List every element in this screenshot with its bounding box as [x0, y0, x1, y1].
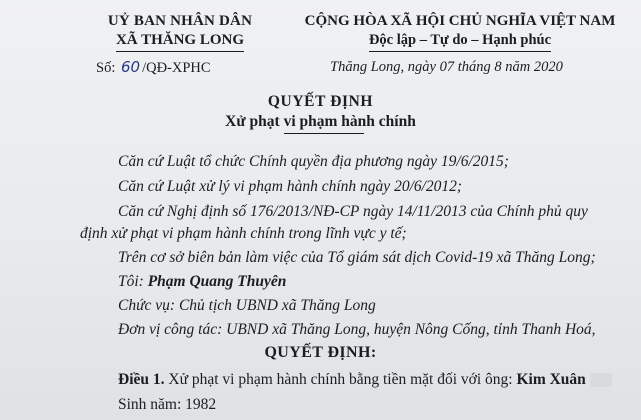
document-title: QUYẾT ĐỊNH — [267, 93, 374, 110]
issuer-person-label: Tôi: — [118, 273, 144, 290]
legal-basis-3b: định xử phạt vi phạm hành chính trong lĩnh vực y tế; — [80, 225, 407, 242]
legal-basis-4: Trên cơ sở biên bản làm việc của Tổ giám sát dịch Covid-19 xã Thăng Long; — [118, 249, 596, 266]
doc-number-handwritten: 60 — [120, 58, 141, 76]
document-subtitle: Xử phạt vi phạm hành chính — [225, 113, 416, 130]
issuer-person-name: Phạm Quang Thuyên — [147, 273, 287, 290]
national-header — [290, 12, 630, 52]
article-1-person: Kim Xuân — [516, 371, 586, 388]
article-1 — [118, 371, 612, 389]
national-motto: Độc lập – Tự do – Hạnh phúc — [369, 31, 551, 52]
subtitle-underline — [284, 133, 364, 134]
redaction-box — [590, 373, 612, 387]
issuer-unit: Đơn vị công tác: UBND xã Thăng Long, huyện Nông Cống, tỉnh Thanh Hoá, — [118, 321, 596, 338]
issuer-line-1: UỶ BAN NHÂN DÂN — [107, 13, 253, 29]
issuer-person — [118, 273, 286, 291]
legal-basis-3a: Căn cứ Nghị định số 176/2013/NĐ-CP ngày 14/11/2013 của Chính phủ quy — [118, 203, 588, 220]
doc-number-suffix: /QĐ-XPHC — [142, 60, 211, 76]
issuer-header — [70, 12, 290, 52]
document-number — [96, 58, 211, 77]
doc-number-prefix: Số: — [96, 60, 116, 76]
issuer-position: Chức vụ: Chủ tịch UBND xã Thăng Long — [118, 297, 376, 314]
document-date: Thăng Long, ngày 07 tháng 8 năm 2020 — [330, 59, 563, 75]
issuer-line-2: XÃ THĂNG LONG — [116, 31, 244, 52]
decide-heading: QUYẾT ĐỊNH: — [264, 344, 377, 361]
article-1-label: Điều 1. — [118, 371, 165, 388]
article-1-text: Xử phạt vi phạm hành chính bằng tiền mặt đối với ông: — [168, 371, 513, 388]
legal-basis-2: Căn cứ Luật xử lý vi phạm hành chính ngày 20/6/2012; — [118, 178, 463, 195]
national-title: CỘNG HÒA XÃ HỘI CHỦ NGHĨA VIỆT NAM — [304, 13, 616, 29]
birth-year: Sinh năm: 1982 — [118, 396, 217, 413]
legal-basis-1: Căn cứ Luật tổ chức Chính quyền địa phương ngày 19/6/2015; — [118, 153, 509, 170]
